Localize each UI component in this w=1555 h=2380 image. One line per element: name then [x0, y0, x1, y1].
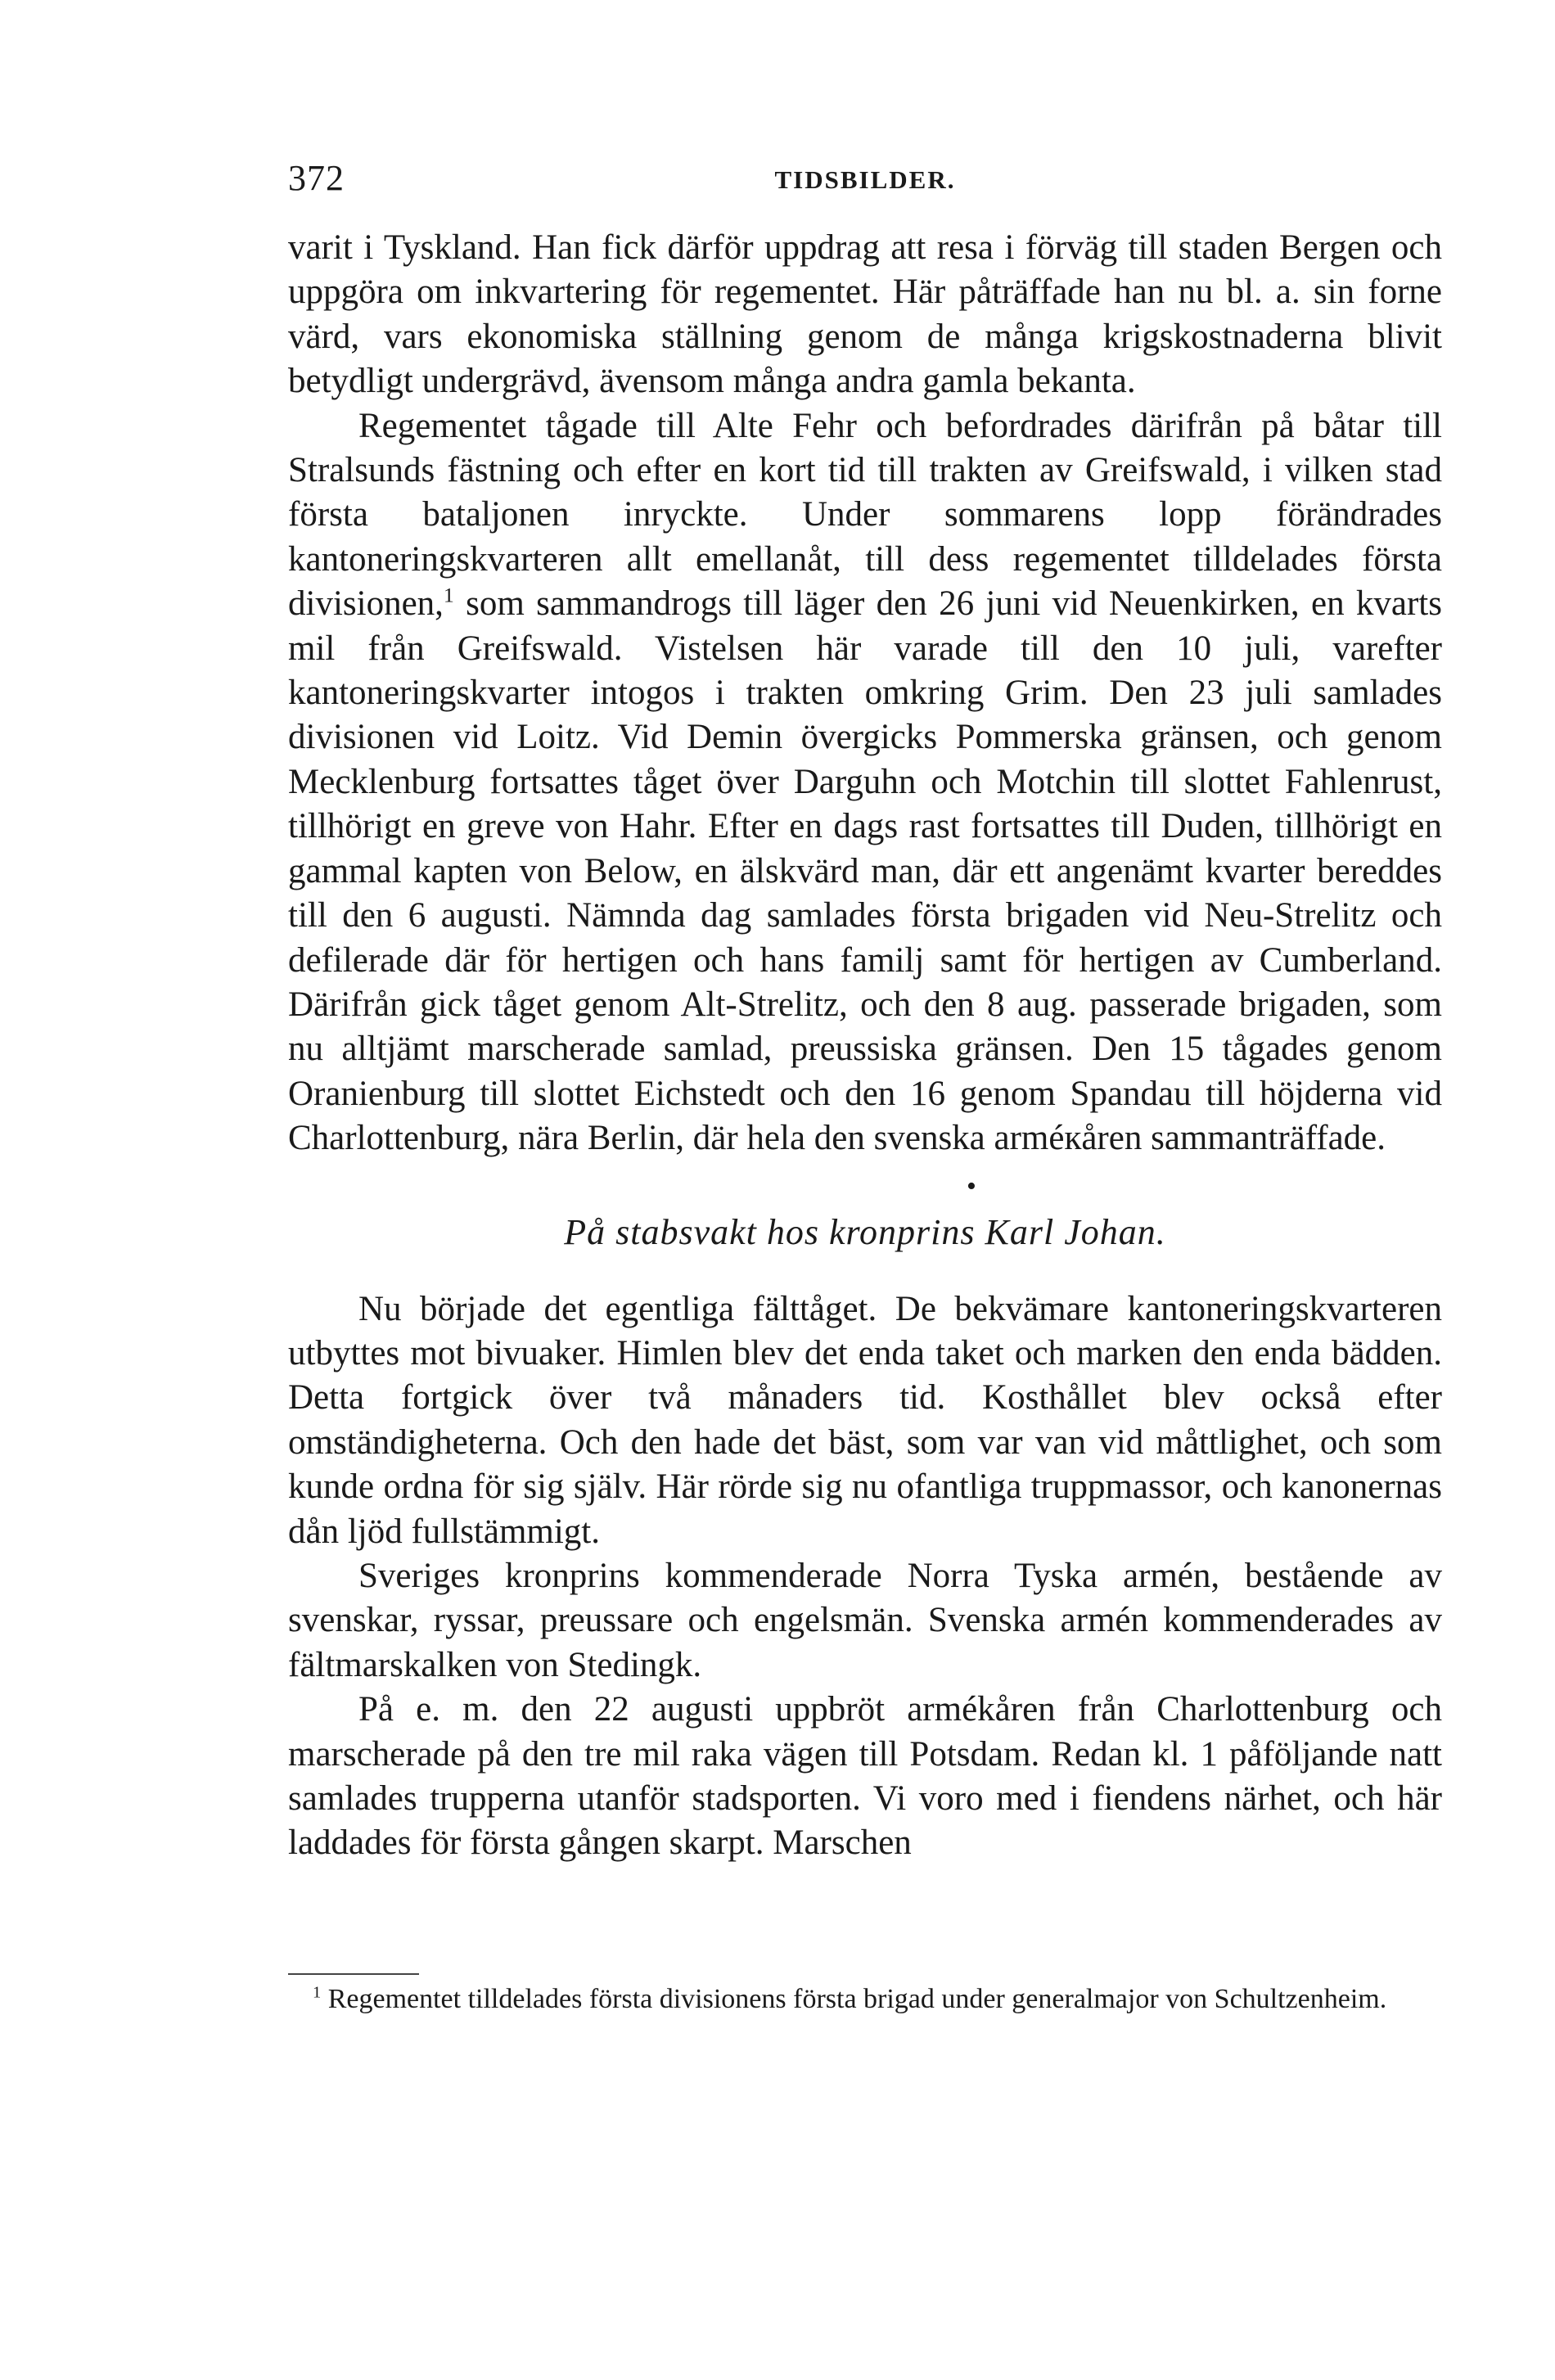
footnote-divider — [288, 1973, 419, 1975]
footnote-reference: 1 — [443, 583, 454, 607]
paragraph-potsdam: På e. m. den 22 augusti uppbröt armékåren från Charlottenburg och marscherade på den tre mil raka vägen till Potsdam. Redan kl. 1 påföljande natt samlades trupperna utanför stadsporten. Vi voro med i fiendens närhet, och här laddades för första gången skarpt. Marschen — [288, 1690, 1442, 1863]
running-title: TIDSBILDER. — [774, 165, 956, 194]
footnote-marker: 1 — [313, 1983, 322, 2002]
paragraph-continuation: varit i Tyskland. Han fick därför uppdrag att resa i förväg till staden Bergen och uppgöra om inkvartering för regementet. Här påträffade han nu bl. a. sin forne värd, vars ekonomiska ställning genom de många krigskostnaderna blivit betydligt undergrävd, ävensom många andra gamla bekanta. — [288, 228, 1442, 401]
footnote — [288, 1982, 1442, 2017]
page-number: 372 — [288, 158, 345, 198]
page-body — [288, 226, 1442, 1866]
paragraph-text: Regementet tågade till Alte Fehr och befordrades därifrån på båtar till Stralsunds fästning och efter en kort tid till trakten av Greifswald, i vilken stad första bataljonen inryckte. Under sommarens lopp förändrades kantoneringskvarteren allt emellanåt, till dess regementet tilldelades första divisionen, — [288, 406, 1442, 624]
section-ornament: • — [967, 1170, 976, 1201]
page-header — [288, 157, 1442, 198]
paragraph-text: som sammandrogs till läger den 26 juni vid Neuenkirken, en kvarts mil från Greifswald. Vistelsen här varade till den 10 juli, varefter kantoneringskvarter intogos i trakten omkring Grim. Den 23 juli samlades divisionen vid Loitz. Vid Demin övergicks Pommerska gränsen, och genom Mecklenburg fortsattes tåget över Darguhn och Motchin till slottet Fahlenrust, tillhörigt en greve von Hahr. Efter en dags rast fortsattes till Duden, tillhörigt en gammal kapten von Below, en älskvärd man, där ett angenämt kvarter bereddes till den 6 augusti. Nämnda dag samlades första brigaden vid Neu-Strelitz och defilerade där för hertigen och hans familj samt för hertigen av Cumberland. Därifrån gick tåget genom Alt-Strelitz, och den 8 aug. passerade brigaden, som nu alltjämt marscherade samlad, preussiska gränsen. Den 15 tågades genom Oranienburg till slottet Eichstedt och den 16 genom Spandau till höjderna vid Charlottenburg, nära Berlin, där hela den svenska arméкåren sammanträffade. — [288, 584, 1442, 1158]
footnote-text: Regementet tilldelades första divisionens första brigad under generalmajor von Schultzenheim. — [321, 1984, 1387, 2014]
footnotes — [288, 1982, 1442, 2017]
paragraph-campaign: Nu började det egentliga fälttåget. De bekvämare kantoneringskvarteren utbyttes mot bivuaker. Himlen blev det enda taket och marken den enda bädden. Detta fortgick över två månaders tid. Kosthållet blev också efter omständigheterna. Och den hade det bäst, som var van vid måttlighet, och som kunde ordna för sig själv. Här rörde sig nu ofantliga truppmassor, och kanonernas dån ljöd fullstämmigt. — [288, 1289, 1442, 1551]
section-heading: På stabsvakt hos kronprins Karl Johan. — [564, 1211, 1166, 1252]
paragraph-regiment-march — [288, 404, 1442, 1161]
paragraph-crown-prince: Sveriges kronprins kommenderade Norra Tyska armén, bestående av svenskar, ryssar, preussare och engelsmän. Svenska armén kommenderades av fältmarskalken von Stedingk. — [288, 1556, 1442, 1684]
